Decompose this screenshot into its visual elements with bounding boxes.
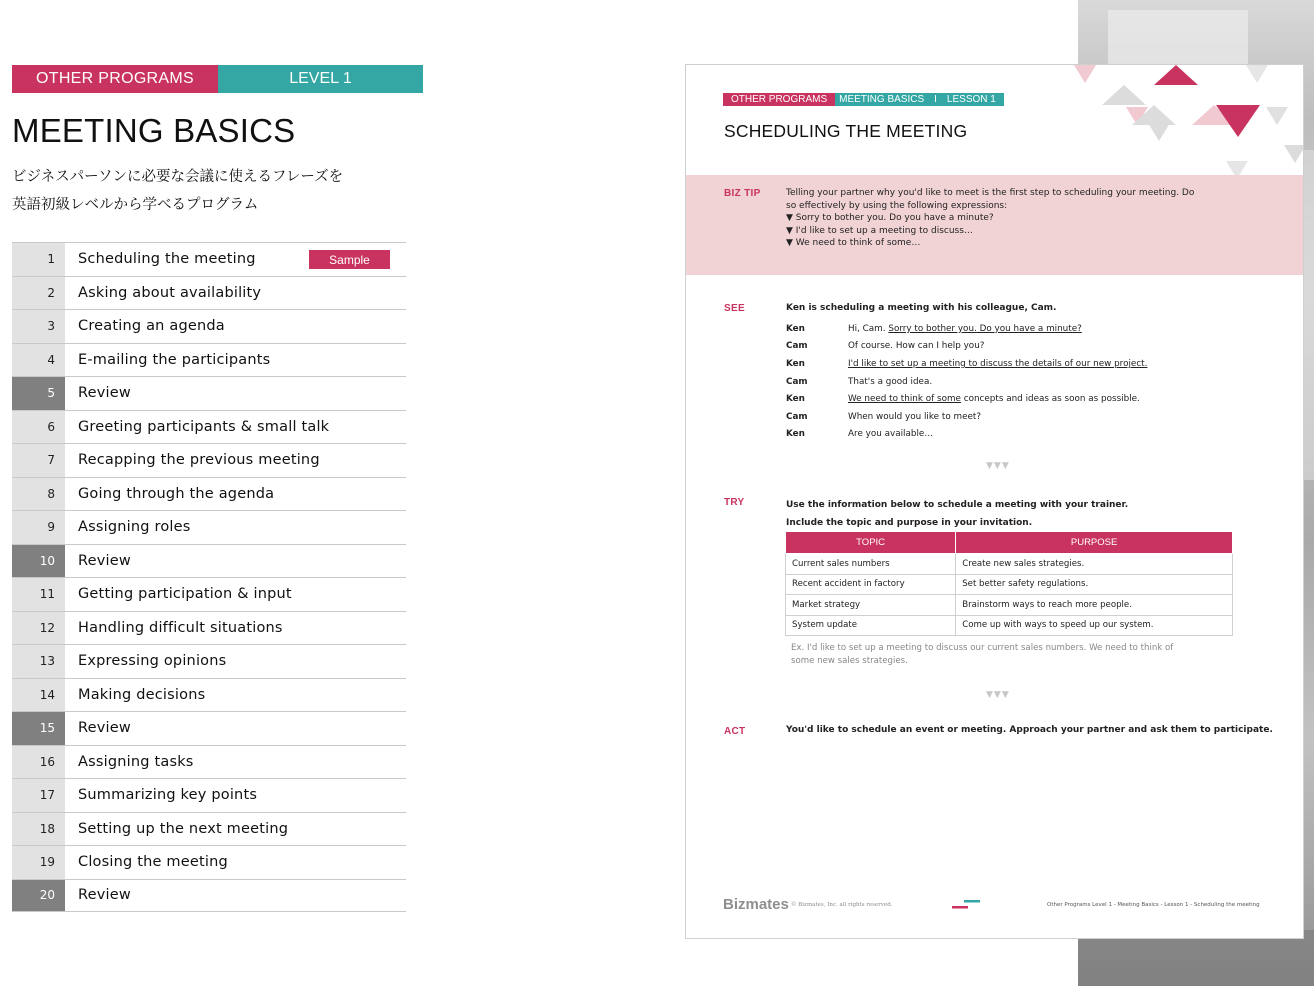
doc-course-tag — [835, 93, 1004, 106]
lesson-number: 12 — [12, 612, 65, 645]
biz-tip-line: so effectively by using the following expressions: — [786, 200, 1008, 211]
topic-purpose-table — [785, 531, 1233, 636]
table-row — [786, 554, 1233, 575]
lesson-document-preview — [685, 64, 1304, 939]
dialog-text — [848, 394, 1140, 404]
act-text: You'd like to schedule an event or meeting. Approach your partner and ask them to participate. — [786, 725, 1273, 735]
lesson-row[interactable] — [12, 276, 406, 310]
try-label: TRY — [724, 497, 745, 508]
dialog-speaker: Cam — [786, 411, 808, 422]
dialog-line — [786, 355, 1266, 373]
lesson-title: Closing the meeting — [78, 854, 228, 871]
sample-button[interactable]: Sample — [309, 250, 390, 269]
lesson-number: 19 — [12, 846, 65, 879]
dialog-text — [848, 429, 933, 439]
lesson-row[interactable] — [12, 611, 406, 645]
lesson-list — [12, 242, 406, 912]
key-phrase: We need to think of some — [848, 394, 961, 405]
purpose-cell: Set better safety regulations. — [956, 574, 1233, 595]
lesson-title: Assigning roles — [78, 519, 191, 536]
biz-tip-item: ▼ I'd like to set up a meeting to discuss… — [786, 225, 973, 236]
dialog-text — [848, 324, 1082, 334]
section-divider-arrows: ▼▼▼ — [986, 461, 1010, 471]
purpose-cell: Create new sales strategies. — [956, 554, 1233, 575]
dialog-segment: Of course. How can I help you? — [848, 341, 985, 352]
try-instructions — [786, 497, 1128, 532]
lesson-title: Handling difficult situations — [78, 619, 283, 636]
lesson-row[interactable] — [12, 812, 406, 846]
lesson-row[interactable] — [12, 309, 406, 343]
act-label: ACT — [724, 726, 746, 737]
lesson-title: Assigning tasks — [78, 753, 194, 770]
key-phrase: I'd like to set up a meeting to discuss the details of our new project. — [848, 358, 1148, 369]
doc-tag-separator: I — [934, 94, 937, 105]
lesson-row[interactable] — [12, 745, 406, 779]
program-description — [12, 163, 432, 219]
topic-cell: Market strategy — [786, 595, 956, 616]
dialog — [786, 320, 1266, 443]
lesson-number: 5 — [12, 377, 65, 410]
lesson-title: Asking about availability — [78, 284, 262, 301]
lesson-row[interactable] — [12, 242, 406, 276]
dialog-segment: Hi, Cam. — [848, 323, 889, 334]
doc-program-tag: OTHER PROGRAMS — [723, 93, 835, 106]
section-divider-arrows: ▼▼▼ — [986, 690, 1010, 700]
lesson-row[interactable] — [12, 845, 406, 879]
biz-tip-item: ▼ Sorry to bother you. Do you have a minute? — [786, 213, 994, 223]
dialog-speaker: Cam — [786, 341, 808, 352]
description-line-2: 英語初級レベルから学べるプログラム — [12, 197, 259, 213]
lesson-number: 1 — [12, 243, 65, 276]
table-row — [786, 615, 1233, 636]
lesson-row[interactable] — [12, 477, 406, 511]
doc-course-label: MEETING BASICS — [839, 94, 925, 105]
lesson-number: 17 — [12, 779, 65, 812]
dialog-text — [848, 377, 932, 387]
lesson-row[interactable] — [12, 711, 406, 745]
try-line: Use the information below to schedule a meeting with your trainer. — [786, 500, 1129, 510]
lesson-title: Greeting participants & small talk — [78, 418, 330, 435]
lesson-title: Review — [78, 552, 131, 569]
dialog-line — [786, 426, 1266, 444]
lesson-number: 15 — [12, 712, 65, 745]
biz-tip-line: Telling your partner why you'd like to meet is the first step to scheduling your meeting. Do — [786, 188, 1195, 198]
bizmates-logo: Bizmates — [723, 896, 789, 913]
dialog-segment: That's a good idea. — [848, 376, 933, 387]
lesson-number: 3 — [12, 310, 65, 343]
lesson-row[interactable] — [12, 778, 406, 812]
lesson-title: Review — [78, 887, 131, 904]
dialog-speaker: Ken — [786, 358, 805, 369]
topic-cell: Current sales numbers — [786, 554, 956, 575]
lesson-number: 14 — [12, 679, 65, 712]
lesson-title: Expressing opinions — [78, 653, 227, 670]
lesson-number: 8 — [12, 478, 65, 511]
lesson-row[interactable] — [12, 410, 406, 444]
dialog-segment: Are you available… — [848, 429, 934, 440]
biz-tip-text — [786, 187, 1226, 250]
table-header-purpose: PURPOSE — [956, 532, 1233, 554]
dialog-speaker: Cam — [786, 376, 808, 387]
page-title: MEETING BASICS — [12, 112, 296, 149]
footer-copyright: © Bizmates, Inc. all rights reserved. — [791, 902, 893, 908]
dialog-speaker: Ken — [786, 429, 805, 440]
lesson-title: Getting participation & input — [78, 586, 292, 603]
see-label: SEE — [724, 303, 745, 314]
purpose-cell: Brainstorm ways to reach more people. — [956, 595, 1233, 616]
dialog-segment: concepts and ideas as soon as possible. — [960, 394, 1140, 405]
lesson-number: 16 — [12, 746, 65, 779]
brand-mark-icon — [950, 898, 982, 910]
try-example — [791, 642, 1221, 667]
lesson-number: 20 — [12, 880, 65, 912]
doc-lesson-label: LESSON 1 — [946, 94, 996, 105]
lesson-row[interactable] — [12, 644, 406, 678]
lesson-number: 9 — [12, 511, 65, 544]
lesson-number: 2 — [12, 277, 65, 310]
dialog-text — [848, 412, 981, 422]
table-header-topic: TOPIC — [786, 532, 956, 554]
lesson-title: Going through the agenda — [78, 485, 275, 502]
footer-reference: Other Programs Level 1 - Meeting Basics - Lesson 1 - Scheduling the meeting — [1047, 902, 1260, 908]
lesson-title: Creating an agenda — [78, 318, 225, 335]
lesson-row[interactable] — [12, 544, 406, 578]
lesson-number: 6 — [12, 411, 65, 444]
lesson-row[interactable] — [12, 510, 406, 544]
lesson-number: 11 — [12, 578, 65, 611]
lesson-title: Scheduling the meeting — [78, 251, 256, 268]
lesson-title: Recapping the previous meeting — [78, 452, 320, 469]
lesson-title: E-mailing the participants — [78, 351, 271, 368]
biz-tip-item: ▼ We need to think of some… — [786, 238, 921, 248]
lesson-number: 10 — [12, 545, 65, 578]
lesson-row[interactable] — [12, 577, 406, 611]
lesson-title: Setting up the next meeting — [78, 820, 289, 837]
triangle-decoration — [1066, 65, 1304, 180]
purpose-cell: Come up with ways to speed up our system. — [956, 615, 1233, 636]
lesson-title: Review — [78, 720, 131, 737]
dialog-line — [786, 390, 1266, 408]
lesson-row[interactable] — [12, 376, 406, 410]
dialog-line — [786, 320, 1266, 338]
description-line-1: ビジネスパーソンに必要な会議に使えるフレーズを — [12, 169, 344, 185]
table-row — [786, 574, 1233, 595]
doc-title: SCHEDULING THE MEETING — [724, 121, 968, 141]
biz-tip-label: BIZ TIP — [724, 188, 761, 199]
table-row — [786, 595, 1233, 616]
dialog-line — [786, 338, 1266, 356]
dialog-speaker: Ken — [786, 394, 805, 405]
try-line: Include the topic and purpose in your invitation. — [786, 517, 1033, 528]
doc-header-tags — [723, 93, 1004, 106]
lesson-number: 4 — [12, 344, 65, 377]
program-tag: OTHER PROGRAMS — [12, 65, 218, 93]
lesson-row[interactable] — [12, 343, 406, 377]
dialog-line — [786, 408, 1266, 426]
dialog-text — [848, 359, 1147, 369]
example-line: some new sales strategies. — [791, 655, 908, 666]
key-phrase: Sorry to bother you. Do you have a minute? — [888, 323, 1082, 334]
topic-cell: Recent accident in factory — [786, 574, 956, 595]
page-number-badge: 1 — [1256, 112, 1262, 121]
lesson-title: Review — [78, 385, 131, 402]
lesson-row[interactable] — [12, 879, 406, 913]
lesson-title: Summarizing key points — [78, 787, 258, 804]
see-intro: Ken is scheduling a meeting with his colleague, Cam. — [786, 303, 1057, 313]
dialog-speaker: Ken — [786, 323, 805, 334]
dialog-line — [786, 373, 1266, 391]
lesson-title: Making decisions — [78, 686, 206, 703]
lesson-row[interactable] — [12, 443, 406, 477]
dialog-text — [848, 341, 984, 351]
lesson-number: 18 — [12, 813, 65, 846]
dialog-segment: When would you like to meet? — [848, 411, 982, 422]
program-level-tag — [12, 65, 423, 93]
level-tag: LEVEL 1 — [218, 65, 423, 93]
lesson-number: 7 — [12, 444, 65, 477]
lesson-number: 13 — [12, 645, 65, 678]
lesson-row[interactable] — [12, 678, 406, 712]
topic-cell: System update — [786, 615, 956, 636]
example-line: Ex. I'd like to set up a meeting to discuss our current sales numbers. We need to think of — [791, 643, 1174, 653]
